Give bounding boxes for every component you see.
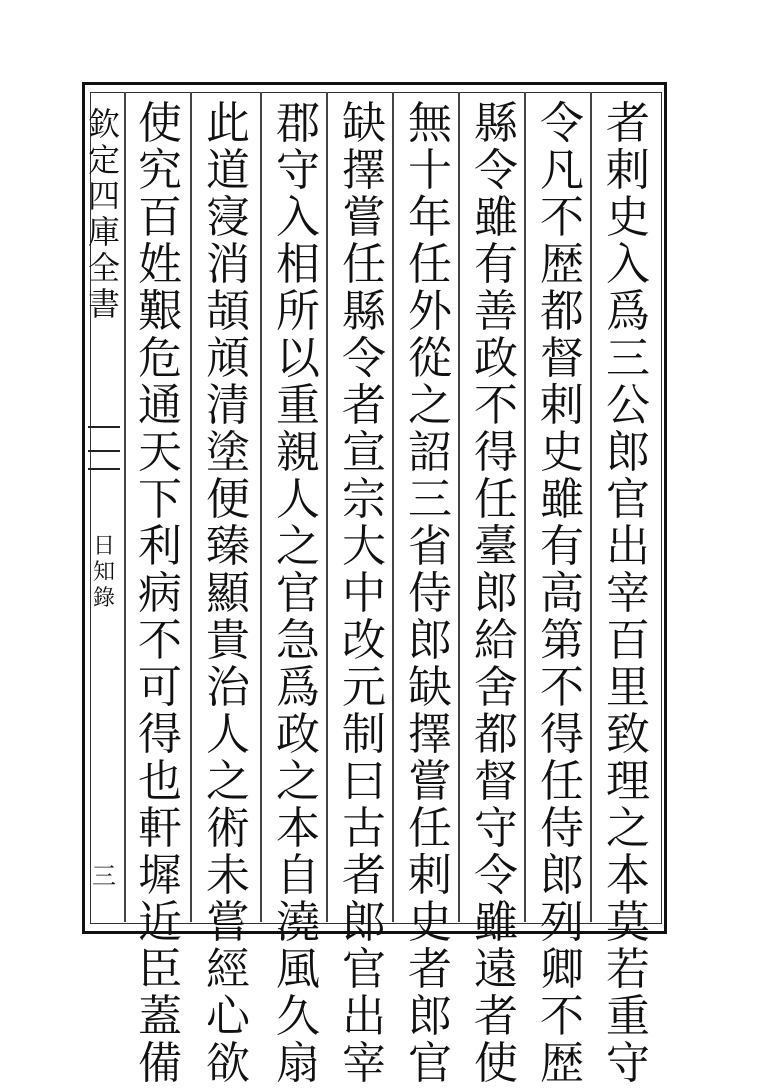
- text-char: 三: [606, 333, 650, 384]
- text-column: [336, 98, 392, 1089]
- text-char: 年: [408, 192, 452, 243]
- text-char: 臺: [474, 521, 518, 572]
- text-char: 姓: [138, 239, 182, 290]
- text-char: 塗: [206, 427, 250, 478]
- text-char: 不: [540, 662, 584, 713]
- text-char: 不: [540, 991, 584, 1042]
- text-column: [132, 98, 188, 1089]
- text-char: 頏: [206, 333, 250, 384]
- text-char: 史: [408, 897, 452, 948]
- text-char: 入: [276, 192, 320, 243]
- text-char: 莫: [606, 897, 650, 948]
- text-char: 病: [138, 568, 182, 619]
- text-char: 令: [540, 98, 584, 149]
- text-char: 郎: [408, 991, 452, 1042]
- column-rule: [524, 92, 526, 922]
- text-char: 給: [474, 615, 518, 666]
- text-char: 爲: [276, 662, 320, 713]
- text-char: 本: [276, 803, 320, 854]
- text-char: 擇: [408, 709, 452, 760]
- text-char: 百: [606, 615, 650, 666]
- text-char: 嘗: [342, 192, 386, 243]
- text-char: 歴: [540, 239, 584, 290]
- text-char: 官: [276, 568, 320, 619]
- text-char: 急: [276, 615, 320, 666]
- text-char: 術: [206, 803, 250, 854]
- text-char: 令: [474, 850, 518, 901]
- text-char: 清: [206, 380, 250, 431]
- text-char: 省: [408, 521, 452, 572]
- text-char: 通: [138, 380, 182, 431]
- text-char: 重: [606, 991, 650, 1042]
- text-char: 十: [408, 145, 452, 196]
- book-title-char: 日: [92, 534, 115, 559]
- text-char: 擇: [342, 145, 386, 196]
- text-char: 出: [342, 991, 386, 1042]
- text-char: 督: [540, 333, 584, 384]
- text-char: 經: [206, 944, 250, 995]
- text-char: 任: [540, 756, 584, 807]
- text-char: 風: [276, 944, 320, 995]
- text-char: 之: [276, 756, 320, 807]
- text-char: 令: [342, 333, 386, 384]
- text-char: 任: [408, 803, 452, 854]
- text-column: [402, 98, 458, 1089]
- text-char: 歴: [540, 1038, 584, 1089]
- text-char: 政: [474, 333, 518, 384]
- text-char: 宰: [342, 1038, 386, 1089]
- text-char: 守: [474, 803, 518, 854]
- text-char: 軒: [138, 803, 182, 854]
- text-char: 嘗: [408, 756, 452, 807]
- text-char: 官: [606, 474, 650, 525]
- text-char: 善: [474, 286, 518, 337]
- text-char: 改: [342, 615, 386, 666]
- text-char: 艱: [138, 286, 182, 337]
- text-char: 者: [474, 991, 518, 1042]
- text-char: 令: [474, 145, 518, 196]
- text-column: [200, 98, 256, 1089]
- text-char: 心: [206, 991, 250, 1042]
- text-char: 百: [138, 192, 182, 243]
- text-char: 嘗: [206, 897, 250, 948]
- text-char: 官: [408, 1038, 452, 1089]
- book-title-char: 知: [92, 560, 115, 585]
- text-char: 史: [606, 192, 650, 243]
- text-char: 不: [138, 615, 182, 666]
- text-char: 元: [342, 662, 386, 713]
- text-column: [468, 98, 524, 1089]
- text-char: 公: [606, 380, 650, 431]
- collection-title-char: 欽: [87, 105, 120, 143]
- book-title: [86, 534, 122, 612]
- text-char: 詔: [408, 427, 452, 478]
- text-char: 之: [606, 803, 650, 854]
- text-char: 者: [606, 98, 650, 149]
- page-margin: [86, 96, 122, 926]
- text-char: 寖: [206, 192, 250, 243]
- text-char: 理: [606, 756, 650, 807]
- collection-title-char: 庫: [87, 213, 120, 251]
- text-char: 顯: [206, 568, 250, 619]
- text-char: 以: [276, 333, 320, 384]
- collection-title-char: 書: [87, 285, 120, 323]
- text-char: 從: [408, 333, 452, 384]
- text-char: 重: [276, 380, 320, 431]
- text-column: [270, 98, 326, 1089]
- text-char: 縣: [474, 98, 518, 149]
- text-char: 高: [540, 568, 584, 619]
- text-char: 列: [540, 897, 584, 948]
- text-char: 不: [474, 380, 518, 431]
- text-char: 自: [276, 850, 320, 901]
- text-char: 蓋: [138, 991, 182, 1042]
- text-char: 未: [206, 850, 250, 901]
- text-char: 消: [206, 239, 250, 290]
- text-char: 爲: [606, 286, 650, 337]
- collection-title-char: 四: [87, 177, 120, 215]
- text-char: 郎: [474, 568, 518, 619]
- text-char: 者: [342, 850, 386, 901]
- text-char: 治: [206, 662, 250, 713]
- text-char: 者: [408, 944, 452, 995]
- text-char: 外: [408, 286, 452, 337]
- text-char: 舍: [474, 662, 518, 713]
- text-char: 臻: [206, 521, 250, 572]
- text-char: 凡: [540, 145, 584, 196]
- text-char: 出: [606, 521, 650, 572]
- text-char: 不: [540, 192, 584, 243]
- text-char: 臣: [138, 944, 182, 995]
- text-char: 剌: [606, 145, 650, 196]
- text-char: 縣: [342, 286, 386, 337]
- text-char: 人: [276, 474, 320, 525]
- text-char: 制: [342, 709, 386, 760]
- text-char: 第: [540, 615, 584, 666]
- text-char: 究: [138, 145, 182, 196]
- text-char: 危: [138, 333, 182, 384]
- folio-number: 三: [92, 862, 116, 890]
- text-char: 守: [606, 1038, 650, 1089]
- text-char: 扇: [276, 1038, 320, 1089]
- column-rule: [190, 92, 192, 922]
- text-char: 郎: [606, 427, 650, 478]
- text-char: 者: [342, 380, 386, 431]
- text-char: 官: [342, 944, 386, 995]
- text-char: 雖: [474, 897, 518, 948]
- text-char: 致: [606, 709, 650, 760]
- text-char: 侍: [540, 803, 584, 854]
- text-char: 入: [606, 239, 650, 290]
- text-char: 之: [206, 756, 250, 807]
- text-char: 頡: [206, 286, 250, 337]
- text-char: 三: [408, 474, 452, 525]
- text-char: 雖: [474, 192, 518, 243]
- text-char: 利: [138, 521, 182, 572]
- text-char: 任: [474, 474, 518, 525]
- collection-title-char: 定: [87, 141, 120, 179]
- text-char: 政: [276, 709, 320, 760]
- text-char: 郎: [408, 615, 452, 666]
- text-char: 曰: [342, 756, 386, 807]
- text-char: 可: [138, 662, 182, 713]
- text-char: 所: [276, 286, 320, 337]
- column-rule: [458, 92, 460, 922]
- text-char: 此: [206, 98, 250, 149]
- text-char: 都: [474, 709, 518, 760]
- text-char: 有: [474, 239, 518, 290]
- text-char: 下: [138, 474, 182, 525]
- text-char: 史: [540, 427, 584, 478]
- text-char: 中: [342, 568, 386, 619]
- text-char: 卿: [540, 944, 584, 995]
- text-char: 大: [342, 521, 386, 572]
- text-char: 使: [474, 1038, 518, 1089]
- text-char: 之: [276, 521, 320, 572]
- text-column: [534, 98, 590, 1089]
- text-char: 貴: [206, 615, 250, 666]
- column-rule: [326, 92, 328, 922]
- text-char: 督: [474, 756, 518, 807]
- text-char: 道: [206, 145, 250, 196]
- text-char: 澆: [276, 897, 320, 948]
- text-char: 便: [206, 474, 250, 525]
- text-char: 郎: [540, 850, 584, 901]
- book-title-char: 錄: [92, 586, 115, 611]
- column-rule: [392, 92, 394, 922]
- text-column: [600, 98, 656, 1089]
- text-char: 都: [540, 286, 584, 337]
- text-char: 相: [276, 239, 320, 290]
- column-rule: [124, 92, 126, 922]
- text-char: 缺: [408, 662, 452, 713]
- text-char: 也: [138, 756, 182, 807]
- text-char: 宗: [342, 474, 386, 525]
- text-char: 任: [342, 239, 386, 290]
- text-char: 得: [540, 709, 584, 760]
- text-char: 剌: [540, 380, 584, 431]
- text-char: 墀: [138, 850, 182, 901]
- text-char: 古: [342, 803, 386, 854]
- fishtail-mark: [88, 426, 120, 470]
- collection-title: [86, 106, 122, 322]
- text-char: 親: [276, 427, 320, 478]
- text-char: 得: [138, 709, 182, 760]
- text-char: 備: [138, 1038, 182, 1089]
- text-char: 久: [276, 991, 320, 1042]
- text-char: 之: [408, 380, 452, 431]
- text-char: 得: [474, 427, 518, 478]
- text-char: 任: [408, 239, 452, 290]
- text-char: 若: [606, 944, 650, 995]
- text-char: 雖: [540, 474, 584, 525]
- text-char: 缺: [342, 98, 386, 149]
- column-rule: [260, 92, 262, 922]
- text-char: 宣: [342, 427, 386, 478]
- text-char: 里: [606, 662, 650, 713]
- text-char: 欲: [206, 1038, 250, 1089]
- text-char: 遠: [474, 944, 518, 995]
- text-char: 天: [138, 427, 182, 478]
- text-char: 剌: [408, 850, 452, 901]
- text-char: 人: [206, 709, 250, 760]
- column-rule: [590, 92, 592, 922]
- text-char: 無: [408, 98, 452, 149]
- text-char: 郎: [342, 897, 386, 948]
- text-char: 近: [138, 897, 182, 948]
- text-char: 侍: [408, 568, 452, 619]
- text-char: 使: [138, 98, 182, 149]
- text-char: 本: [606, 850, 650, 901]
- text-char: 郡: [276, 98, 320, 149]
- text-char: 宰: [606, 568, 650, 619]
- text-char: 有: [540, 521, 584, 572]
- collection-title-char: 全: [87, 249, 120, 287]
- text-char: 守: [276, 145, 320, 196]
